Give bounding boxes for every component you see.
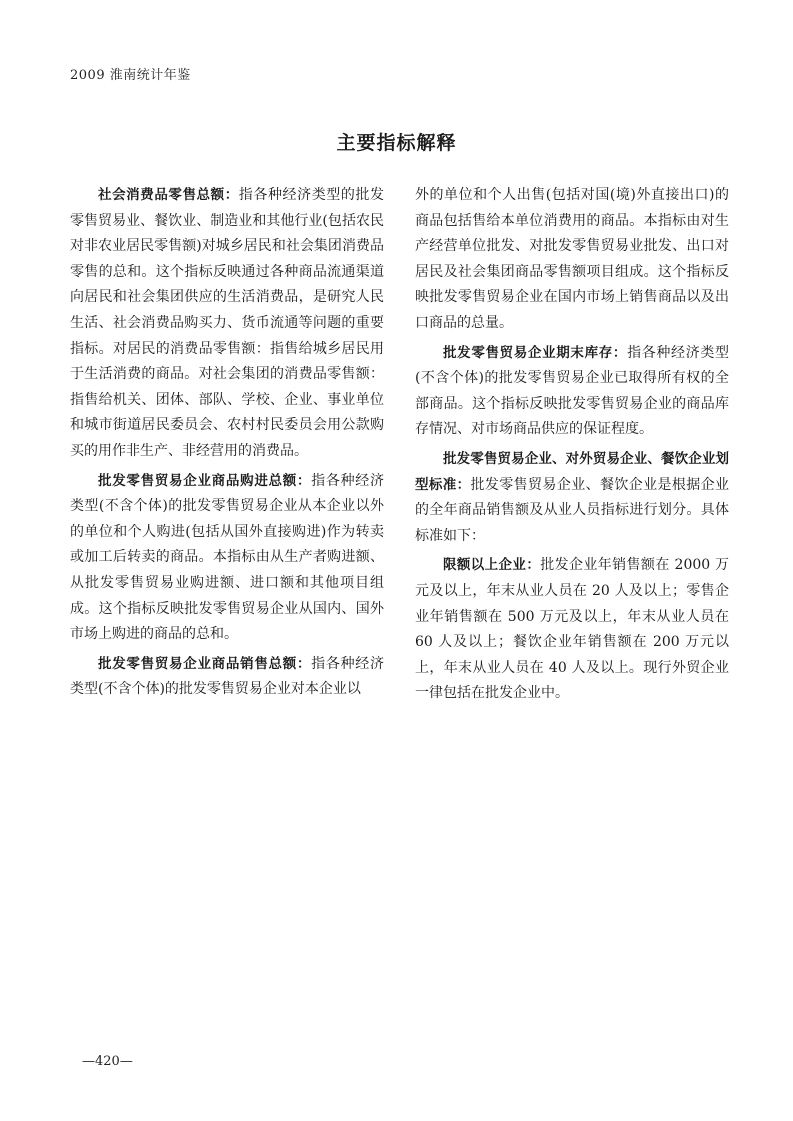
column-right: [415, 183, 729, 711]
column-left: [70, 183, 384, 707]
term-definition: 指各种经济类型的批发零售贸易业、餐饮业、制造业和其他行业(包括农民对非农业居民零售额)对城乡居民和社会集团消费品零售的总和。这个指标反映通过各种商品流通渠道向居民和社会集团供应的生活消费品，是研究人民生活、社会消费品购买力、货币流通等问题的重要指标。对居民的消费品零售额：指售给城乡居民用于生活消费的商品。对社会集团的消费品零售额：指售给机关、团体、部队、学校、企业、事业单位和城市街道居民委员会、农村村民委员会用公款购买的用作非生产、非经营用的消费品。: [70, 187, 385, 459]
term-definition: 外的单位和个人出售(包括对国(境)外直接出口)的商品包括售给本单位消费用的商品。本指标由对生产经营单位批发、对批发零售贸易业批发、出口对居民及社会集团商品零售额项目组成。这个指标反映批发零售贸易企业在国内市场上销售商品以及出口商品的总量。: [415, 187, 729, 331]
term-definition: 指各种经济类型(不含个体)的批发零售贸易企业已取得所有权的全部商品。这个指标反映批发零售贸易企业的商品库存情况、对市场商品供应的保证程度。: [415, 344, 730, 438]
term-label: 批发零售贸易企业商品购进总额：: [98, 472, 312, 489]
paragraph-above-quota: [415, 553, 729, 707]
term-label: 批发零售贸易企业商品销售总额：: [98, 655, 312, 672]
paragraph-sales-continued: [415, 183, 729, 337]
page-title: 主要指标解释: [336, 132, 457, 154]
term-label: 社会消费品零售总额：: [98, 187, 239, 203]
term-definition: 指各种经济类型(不含个体)的批发零售贸易企业从本企业以外的单位和个人购进(包括从国外直接购进)作为转卖或加工后转卖的商品。本指标由从生产者购进额、从批发零售贸易业购进额、进口额和其他项目组成。这个指标反映批发零售贸易企业从国内、国外市场上购进的商品的总和。: [70, 472, 385, 643]
term-definition: 批发企业年销售额在 2000 万元及以上，年末从业人员在 20 人及以上；零售企业年销售额在 500 万元及以上，年末从业人员在 60 人及以上；餐饮企业年销售额在 200 万元以上，年末从业人员在 40 人及以上。现行外贸企业一律包括在批发企业中。: [415, 557, 730, 702]
paragraph-purchases: [70, 469, 384, 648]
page-number: —420—: [82, 1054, 133, 1069]
paragraph-sales: [70, 652, 384, 703]
term-label: 限额以上企业：: [443, 557, 541, 574]
term-label: 批发零售贸易企业、对外贸易企业、餐饮企业划型标准：: [415, 450, 729, 493]
paragraph-retail-sales: [70, 183, 384, 465]
paragraph-classification: [415, 447, 729, 549]
term-label: 批发零售贸易企业期末库存：: [443, 344, 628, 361]
term-definition: 批发零售贸易企业、餐饮企业是根据企业的全年商品销售额及从业人员指标进行划分。具体标准如下：: [415, 476, 730, 544]
running-header: 2009 淮南统计年鉴: [70, 68, 191, 83]
term-definition: 指各种经济类型(不含个体)的批发零售贸易企业对本企业以: [70, 655, 385, 698]
paragraph-inventory: [415, 341, 729, 443]
